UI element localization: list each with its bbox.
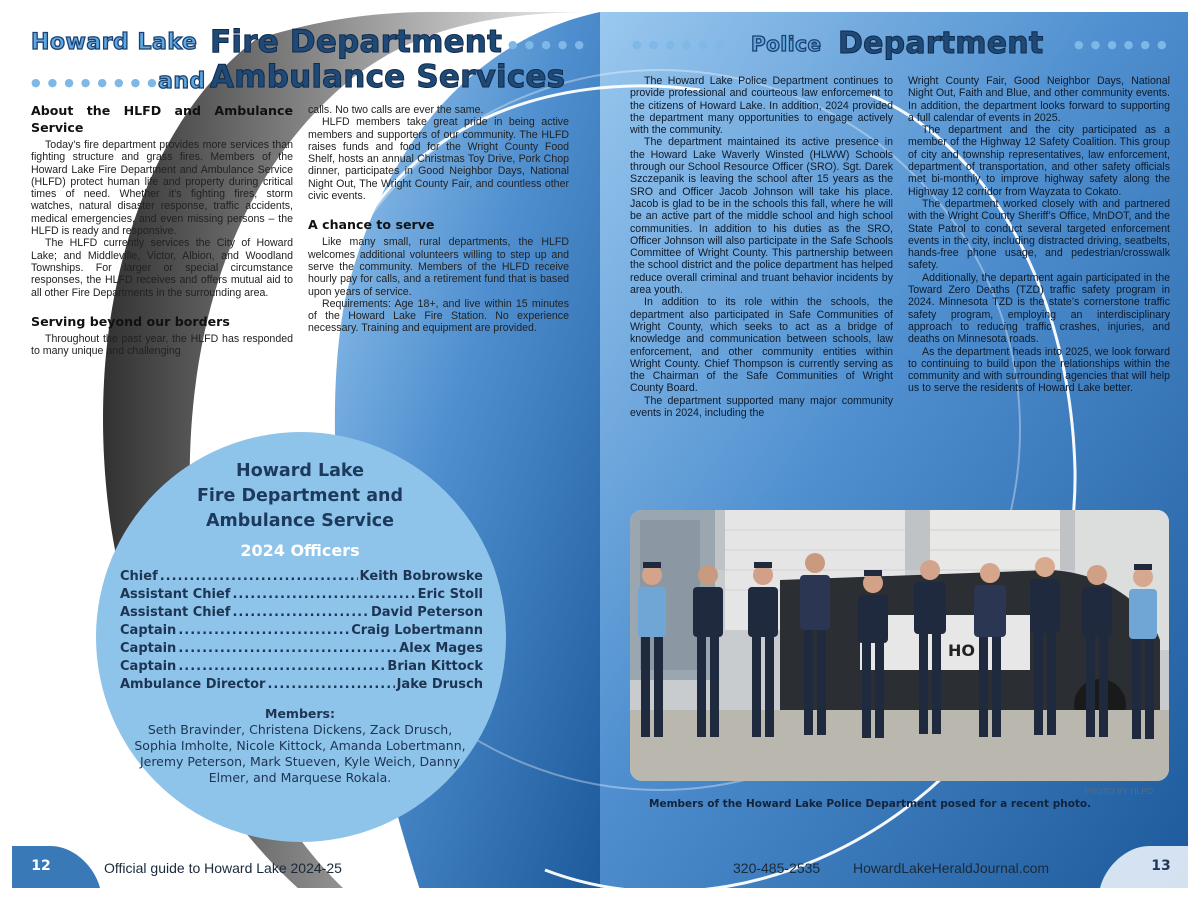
- col2-paragraph-1: calls. No two calls are ever the same.: [308, 104, 484, 116]
- officer-name: Keith Bobrowske: [359, 569, 483, 584]
- police-paragraph: In addition to its role within the schools, the department also participated in Safe Communities of Wright County, which seeks to act as a bridge of knowledge and communication between schools, law enforcement, and other community entities within Wright County. Chief Thompson is currently serving as the Chairman of the Safe Communities of Wright County Board.: [630, 296, 893, 395]
- chance-paragraph-1: Like many small, rural departments, the HLFD welcomes additional volunteers willing to step up and serve the community. Members of the HLFD receive hourly pay for calls, and a retirement fund that is based upon years of service.: [308, 236, 569, 298]
- chance-paragraph-2: Requirements: Age 18+, and live within 15 minutes of the Howard Lake Fire Station. No experience necessary. Training and equipment are provided.: [308, 297, 569, 335]
- officer-role: Assistant Chief: [120, 605, 231, 620]
- chance-heading: A chance to serve: [308, 217, 435, 233]
- photo-credit: PHOTO BY HLPD: [1084, 786, 1153, 796]
- police-paragraph: The department supported many major community events in 2024, including the: [630, 394, 893, 420]
- officer-row: [120, 605, 483, 623]
- officer-role: Ambulance Director: [120, 677, 266, 692]
- officer-role: Captain: [120, 623, 177, 638]
- officer-row: [120, 587, 483, 605]
- footer-publication-title: Official guide to Howard Lake 2024-25: [104, 860, 342, 876]
- officer-name: Eric Stoll: [417, 587, 483, 602]
- officer-name: Jake Drusch: [396, 677, 483, 692]
- police-paragraph: The department maintained its active presence in the Howard Lake Waverly Winsted (HLWW) Schools through our School Resource Officer (SRO). Sgt. Darek Szczepanik is leaving the school after 15 years as the SRO and Officer Jacob Johnson will take his place. Jacob is glad to be in the schools this fall, where he will be an active part of the middle school and high school communities. In addition to his duties as the SRO, Officer Johnson will also participate in the Safe Schools Committee of Wright County. This partnership between the school district and the police department has helped reduce overall criminal and truant behavior incidents by area youth.: [630, 136, 893, 297]
- officers-title-line-1: Howard Lake: [236, 461, 364, 481]
- police-paragraph: The department worked closely with and partnered with the Wright County Sheriff’s Office, MnDOT, and the State Patrol to conduct several targeted enforcement events in the city, including distracted driving, seatbelts, hands-free phone usage, and pedestrian/crosswalk safety.: [908, 197, 1170, 272]
- page-number-left: 12: [31, 858, 51, 874]
- header-dots-decoration-left: ●●●●●●●●: [31, 76, 164, 89]
- officers-subtitle: 2024 Officers: [240, 541, 360, 560]
- police-column-1: [630, 75, 893, 419]
- officer-row: [120, 677, 483, 695]
- header-kicker-and: and: [158, 69, 206, 94]
- officer-name: Brian Kittock: [387, 659, 483, 674]
- police-paragraph: The Howard Lake Police Department continues to provide professional and courteous law enforcement to the citizens of Howard Lake. In addition, 2024 provided the department many opportunities to engage actively with the community.: [630, 75, 893, 137]
- police-column-2: [908, 75, 1170, 395]
- header-kicker-howard-lake: Howard Lake: [31, 30, 198, 55]
- header-dots-decoration: ●●●●●: [508, 38, 591, 51]
- members-heading: Members:: [265, 706, 335, 721]
- officer-name: Craig Lobertmann: [351, 623, 483, 638]
- officer-row: [120, 623, 483, 641]
- police-header-dots-left: ●●●●●●: [632, 38, 732, 51]
- police-paragraph: Wright County Fair, Good Neighbor Days, National Night Out, Faith and Blue, and other community events. In addition, the department looks forward to supporting a full calendar of events in 2025.: [908, 75, 1170, 124]
- header-title-police-department: Department: [838, 26, 1044, 61]
- officer-role: Assistant Chief: [120, 587, 231, 602]
- police-paragraph: Additionally, the department again participated in the Toward Zero Deaths (TZD) traffic safety program in 2024. Minnesota TZD is the state’s cornerstone traffic safety program, employing an interdisciplinary approach to reducing traffic crashes, injuries, and deaths on Minnesota roads.: [908, 271, 1170, 346]
- officer-row: [120, 641, 483, 659]
- officer-role: Chief: [120, 569, 158, 584]
- footer-phone: 320-485-2535: [733, 860, 821, 876]
- police-group-photo: [630, 510, 1169, 781]
- header-title-ambulance-services: Ambulance Services: [210, 59, 566, 95]
- police-paragraph: As the department heads into 2025, we look forward to continuing to build upon the relationships within the community and with surrounding agencies that will help us to serve the residents of Howard Lake better.: [908, 345, 1170, 395]
- page-number-right: 13: [1151, 858, 1171, 874]
- officer-name: David Peterson: [370, 605, 483, 620]
- footer-website: HowardLakeHeraldJournal.com: [853, 860, 1050, 876]
- officer-role: Captain: [120, 641, 177, 656]
- police-paragraph: The department and the city participated as a member of the Highway 12 Safety Coalition. This group of city and township representatives, law enforcement, department of transportation, and other safety officials met bi-monthly to improve highway safety along the Highway 12 corridor from Wayzata to Cokato.: [908, 124, 1170, 198]
- left-column-1: [31, 102, 293, 357]
- header-title-fire-department: Fire Department: [210, 24, 503, 60]
- officer-row: [120, 569, 483, 587]
- about-paragraph-2: The HLFD currently services the City of Howard Lake; and Middleville, Victor, Albion, and Woodland Townships. For larger or special circumstance responses, the HLFD receives and offers mutual aid to all other Fire Departments in the surrounding area.: [31, 237, 293, 299]
- officer-row: [120, 659, 483, 677]
- vehicle-lettering: HO: [948, 641, 975, 660]
- officer-name: Alex Mages: [399, 641, 483, 656]
- officer-role: Captain: [120, 659, 177, 674]
- about-heading: About the HLFD and Ambulance Service: [31, 103, 293, 135]
- officers-title-line-2: Fire Department and: [196, 486, 404, 506]
- about-paragraph-1: Today’s fire department provides more services than fighting structure and grass fires. Members of the Howard Lake Fire Department and Ambulance Service (HLFD) protect human life and property during critical times of need. Whether it’s fighting fires, storm watches, natural disaster response, traffic accidents, medical emergencies, and even missing persons – the HLFD is ready and responsive.: [31, 139, 293, 238]
- photo-caption: Members of the Howard Lake Police Department posed for a recent photo.: [649, 798, 1092, 810]
- serving-heading: Serving beyond our borders: [31, 313, 230, 329]
- police-header-dots-right: ●●●●●●: [1074, 38, 1174, 51]
- officers-title-line-3: Ambulance Service: [205, 511, 395, 531]
- left-column-2: [308, 104, 569, 335]
- serving-paragraph: Throughout the past year, the HLFD has responded to many unique and challenging: [31, 332, 293, 358]
- members-list: Seth Bravinder, Christena Dickens, Zack Drusch, Sophia Imholte, Nicole Kittock, Amanda Lobertmann, Jeremy Peterson, Mark Stueven, Kyle Weich, Danny Elmer, and Marquese Rokala.: [134, 722, 466, 785]
- header-kicker-police: Police: [751, 32, 822, 56]
- col2-paragraph-2: HLFD members take great pride in being active members and supporters of our community. The HLFD raises funds and food for the Wright County Food Shelf, hosts an annual Christmas Toy Drive, Pork Chop dinner, participates in Good Neighbor Days, National Night Out, The Wright County Fair, and countless other civic events.: [308, 116, 569, 203]
